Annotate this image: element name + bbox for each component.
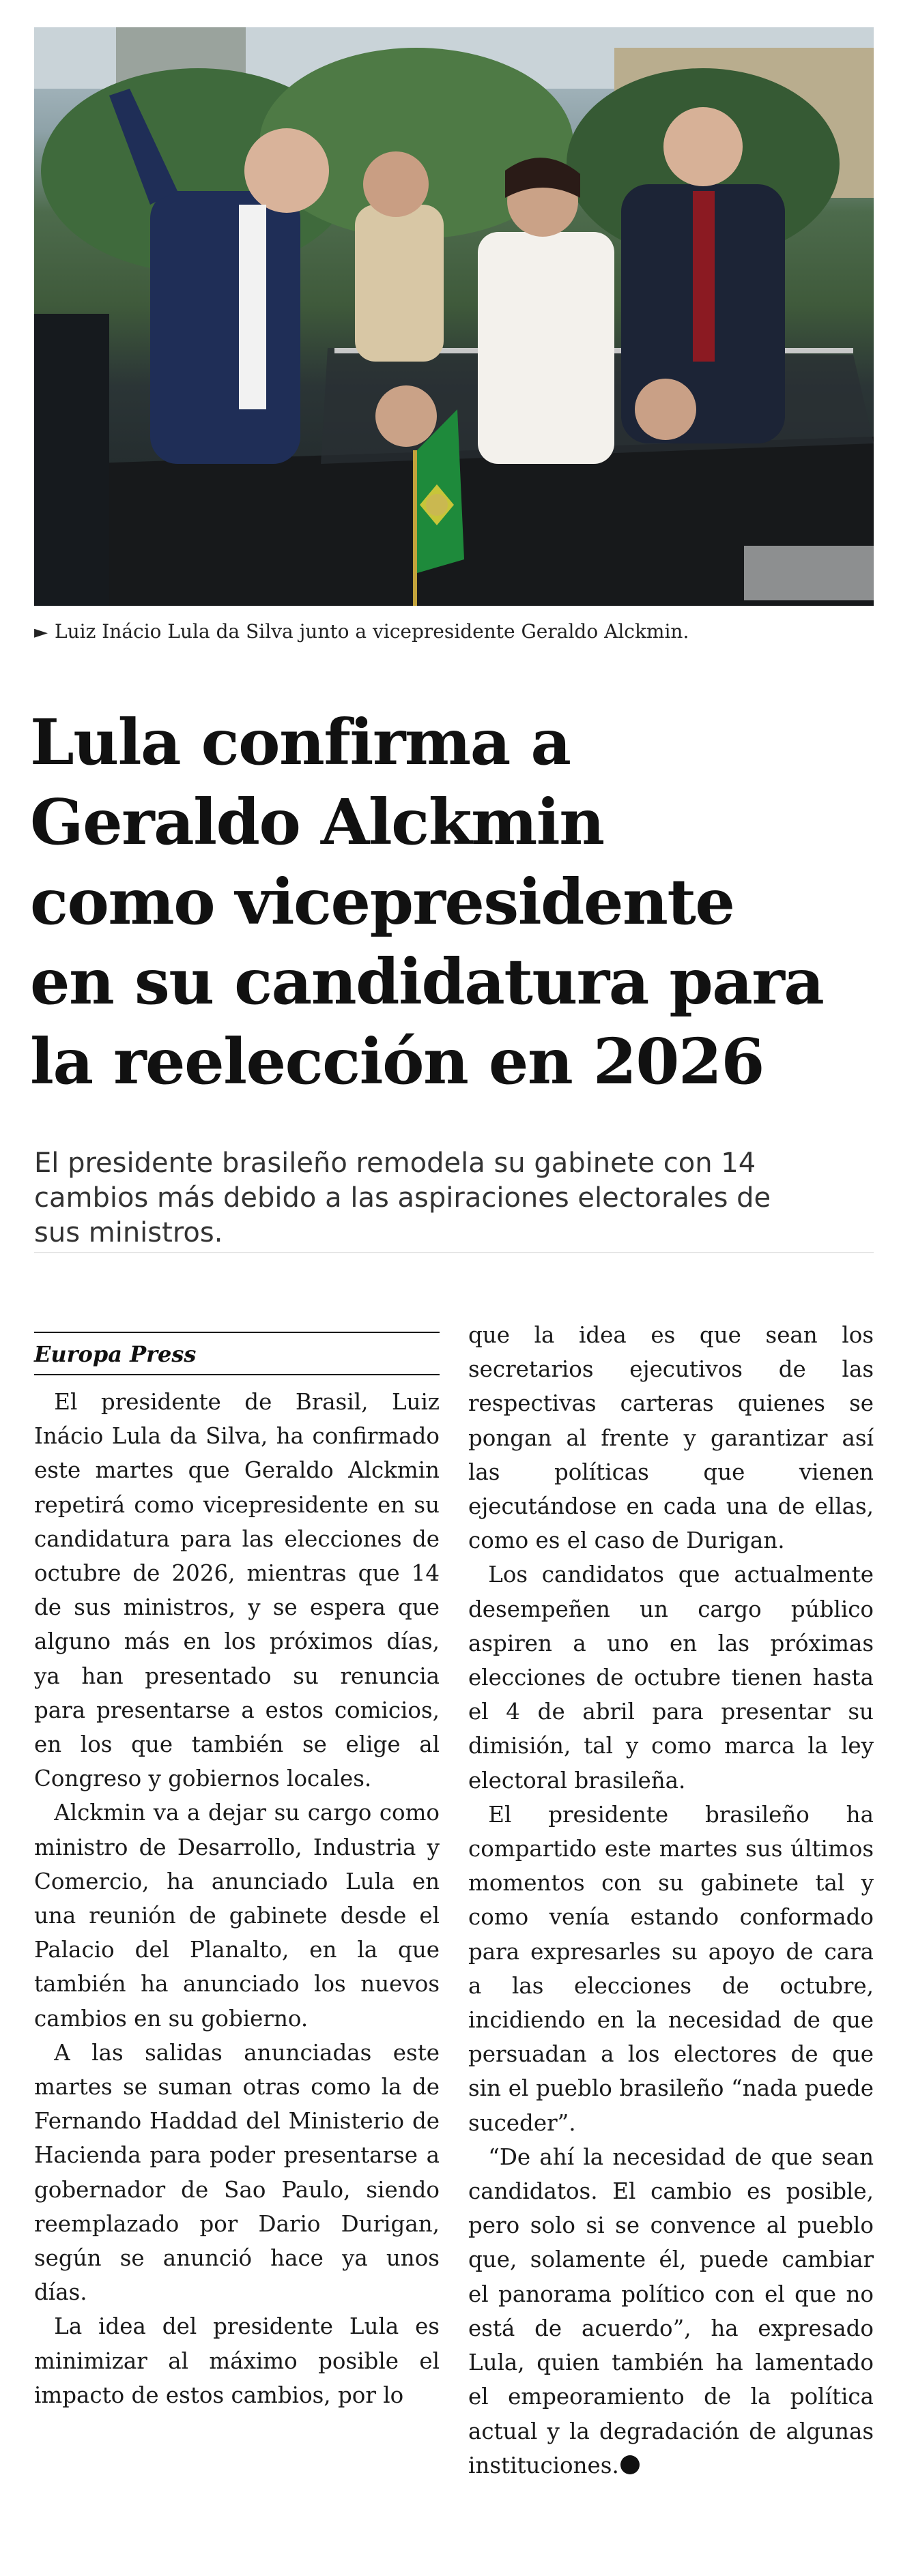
article-paragraph: que la idea es que sean los secretarios ejecutivos de las respectivas carteras quienes se pongan al frente y garantizar así las políticas que vienen ejecutándose en cada una de ellas, como es el caso de Durigan. bbox=[468, 1322, 874, 1554]
headline-line: Lula confirma a bbox=[30, 705, 571, 779]
deck-subtitle: El presidente brasileño remodela su gabinete con 14 cambios más debido a las aspiraciones electorales de sus ministros. bbox=[34, 1147, 771, 1248]
headline-line: como vicepresidente bbox=[30, 865, 734, 939]
photo-caption bbox=[34, 619, 874, 645]
photo-motorcade-icon bbox=[34, 27, 874, 606]
byline-rule-bottom bbox=[34, 1374, 440, 1375]
article-photo bbox=[34, 27, 874, 606]
headline bbox=[30, 703, 876, 1102]
headline-line: Geraldo Alckmin bbox=[30, 785, 604, 859]
article-paragraph: A las salidas anunciadas este martes se suman otras como la de Fernando Haddad del Ministerio de Hacienda para poder presentarse a gobernador de Sao Paulo, siendo reemplazado por Dario Durigan, según se anunció hace ya unos días. bbox=[34, 2039, 440, 2306]
byline-rule-top bbox=[34, 1332, 440, 1333]
article-paragraph: El presidente brasileño ha compartido este martes sus últimos momentos con su gabinete tal y como venía estando conformado para expresarles su apoyo de cara a las elecciones de octubre, incidiendo en la necesidad de que persuadan a los electores de que sin el pueblo brasileño “nada puede suceder”. bbox=[468, 1801, 874, 2136]
article-paragraph: Alckmin va a dejar su cargo como ministro de Desarrollo, Industria y Comercio, ha anunciado Lula en una reunión de gabinete desde el Palacio del Planalto, en la que también ha anunciado los nuevos cambios en su gobierno. bbox=[34, 1800, 440, 2032]
article-paragraph: La idea del presidente Lula es minimizar al máximo posible el impacto de estos cambios, por lo bbox=[34, 2313, 440, 2408]
article-column-2 bbox=[468, 1318, 874, 2483]
headline-line: la reelección en 2026 bbox=[30, 1025, 764, 1098]
article-column-1 bbox=[34, 1385, 440, 2412]
caption-marker-icon: ► bbox=[34, 622, 48, 643]
article-paragraph: El presidente de Brasil, Luiz Inácio Lula da Silva, ha confirmado este martes que Geraldo Alckmin repetirá como vicepresidente en su candidatura para las elecciones de octubre de 2026, mientras que 14 de sus ministros, y se espera que alguno más en los próximos días, ya han presentado su renuncia para presentarse a estos comicios, en los que también se elige al Congreso y gobiernos locales. bbox=[34, 1389, 440, 1792]
byline: Europa Press bbox=[34, 1341, 197, 1367]
article-paragraph-final bbox=[468, 2140, 874, 2483]
article-paragraph: Los candidatos que actualmente desempeñen un cargo público aspiren a uno en las próximas elecciones de octubre tienen hasta el 4 de abril para presentar su dimisión, tal y como marca la ley electoral brasileña. bbox=[468, 1562, 874, 1794]
headline-line: en su candidatura para bbox=[30, 945, 824, 1019]
article-paragraph-text: “De ahí la necesidad de que sean candidatos. El cambio es posible, pero solo si se convence al pueblo que, solamente él, puede cambiar el panorama político con el que no está de acuerdo”, ha expresado Lula, quien también ha lamentado el empeoramiento de la política actual y la degradación de algunas instituciones. bbox=[468, 2143, 874, 2478]
section-divider bbox=[34, 1252, 874, 1253]
caption-text: Luiz Inácio Lula da Silva junto a vicepresidente Geraldo Alckmin. bbox=[55, 620, 689, 643]
end-of-article-icon bbox=[620, 2455, 640, 2474]
